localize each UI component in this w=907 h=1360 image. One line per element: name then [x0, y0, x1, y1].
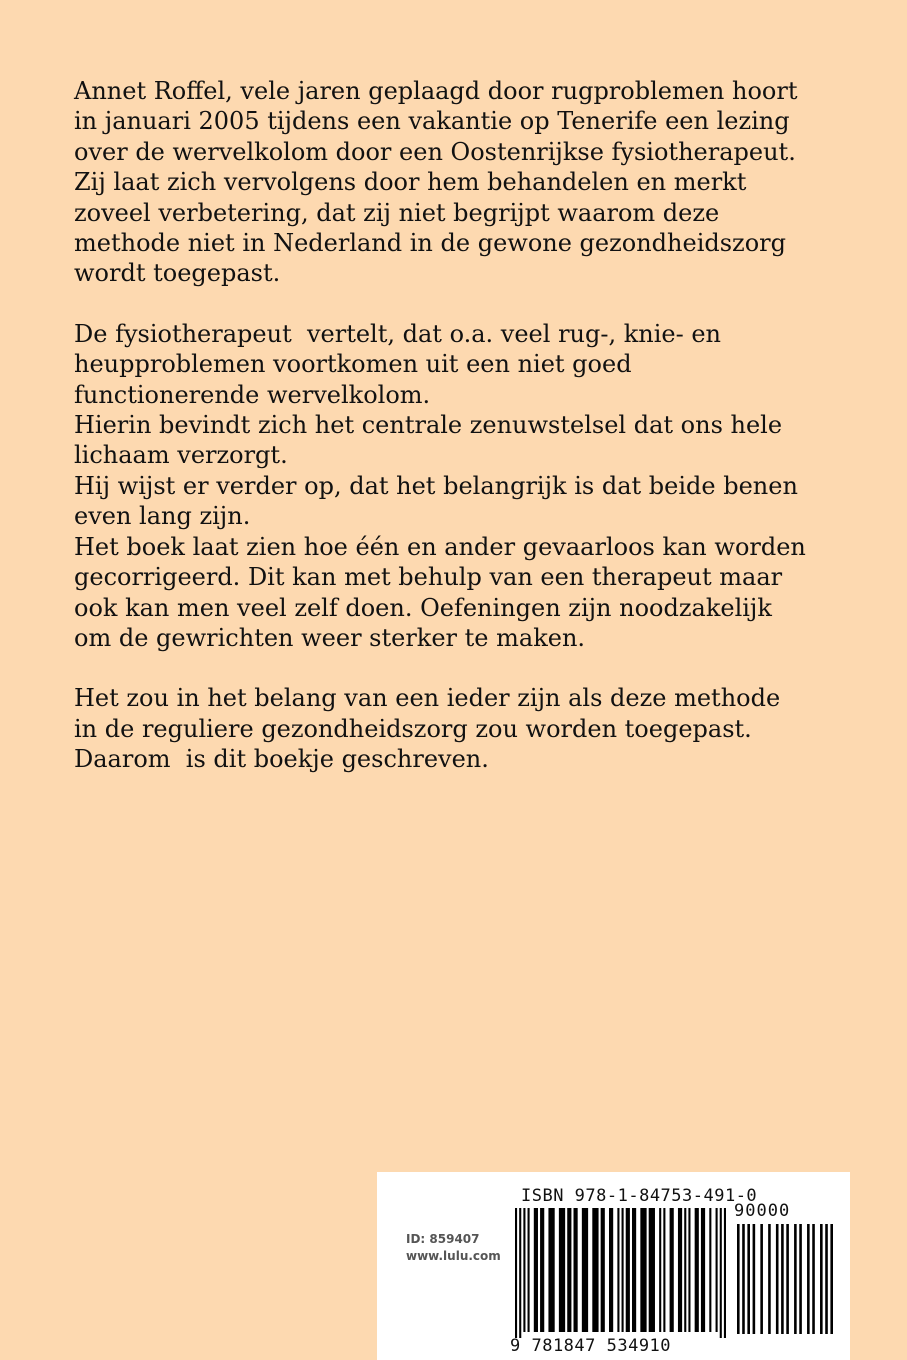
barcode-bar — [737, 1224, 740, 1334]
text-line: Het boek laat zien hoe één en ander gevaarloos kan worden — [74, 532, 806, 561]
text-line: ook kan men veel zelf doen. Oefeningen zijn noodzakelijk — [74, 593, 772, 622]
barcode-bar — [781, 1224, 784, 1334]
barcode-bar — [807, 1224, 810, 1334]
text-line: even lang zijn. — [74, 502, 251, 531]
text-line: Annet Roffel, vele jaren geplaagd door rugproblemen hoort — [74, 77, 798, 105]
barcode-bar — [559, 1208, 565, 1332]
barcode-bar — [776, 1224, 779, 1334]
barcode-bar — [548, 1208, 554, 1332]
barcode-bar — [567, 1208, 571, 1332]
text-line: Zij laat zich vervolgens door hem behandelen en merkt — [74, 168, 747, 197]
text-line: Het zou in het belang van een ieder zijn als deze methode — [74, 684, 781, 713]
barcode-bar — [649, 1208, 655, 1332]
barcode-bar — [592, 1208, 598, 1332]
barcode-bar — [684, 1208, 686, 1332]
barcode-bar — [632, 1208, 636, 1332]
barcode-panel — [377, 1172, 850, 1360]
barcode-bar — [742, 1224, 745, 1334]
barcode-bar — [760, 1224, 763, 1334]
barcode-bar — [830, 1224, 833, 1334]
text-line: over de wervelkolom door een Oostenrijkse fysiotherapeut. — [74, 137, 796, 166]
barcode-bar — [747, 1224, 750, 1334]
barcode-bar — [812, 1224, 815, 1334]
text-line: gecorrigeerd. Dit kan met behulp van een therapeut maar — [74, 563, 783, 592]
barcode-bar — [515, 1208, 517, 1338]
barcode-bar — [574, 1208, 578, 1332]
addon-barcode — [735, 1224, 835, 1336]
text-line: om de gewrichten weer sterker te maken. — [74, 623, 586, 652]
barcode-bar — [663, 1208, 665, 1332]
barcode-bar — [622, 1208, 624, 1332]
barcode-bar — [670, 1208, 674, 1332]
text-line: wordt toegepast. — [74, 259, 281, 288]
text-line: zoveel verbetering, dat zij niet begrijpt waarom deze — [74, 198, 720, 227]
text-line: Daarom is dit boekje geschreven. — [74, 745, 489, 774]
barcode-bar — [724, 1208, 726, 1338]
text-line: functionerende wervelkolom. — [74, 380, 431, 409]
barcode-bar — [659, 1208, 661, 1332]
barcode-bar — [786, 1224, 789, 1334]
barcode-bar — [768, 1224, 771, 1334]
barcode-bar — [799, 1224, 802, 1334]
barcode-bar — [688, 1208, 690, 1332]
barcode-bar — [695, 1208, 699, 1332]
barcode-bar — [523, 1208, 525, 1332]
barcode-bar — [794, 1224, 797, 1334]
text-line: in januari 2005 tijdens een vakantie op Tenerife een lezing — [74, 107, 790, 136]
text-line: Hij wijst er verder op, dat het belangrijk is dat beide benen — [74, 471, 798, 500]
barcode-bar — [528, 1208, 530, 1332]
barcode-bar — [640, 1208, 646, 1332]
barcode-bar — [720, 1208, 722, 1338]
ean-barcode — [513, 1208, 728, 1338]
paragraph-2 — [74, 319, 874, 653]
barcode-bar — [609, 1208, 613, 1332]
barcode-bar — [582, 1208, 588, 1332]
blurb-text — [74, 76, 874, 805]
paragraph-1 — [74, 76, 874, 289]
barcode-bar — [825, 1224, 828, 1334]
text-line: in de reguliere gezondheidszorg zou worden toegepast. — [74, 714, 752, 743]
barcode-bar — [716, 1208, 718, 1332]
text-line: De fysiotherapeut vertelt, dat o.a. veel rug-, knie- en — [74, 319, 722, 348]
paragraph-3 — [74, 683, 874, 774]
barcode-bar — [519, 1208, 521, 1338]
barcode-bar — [701, 1208, 705, 1332]
publisher-url: www.lulu.com — [406, 1249, 501, 1263]
barcode-bar — [626, 1208, 630, 1332]
barcode-bar — [617, 1208, 619, 1332]
text-line: heupproblemen voortkomen uit een niet goed — [74, 350, 632, 379]
barcode-bar — [540, 1208, 544, 1332]
barcode-bar — [678, 1208, 682, 1332]
barcode-bar — [820, 1224, 823, 1334]
ean-digits: 9 781847 534910 — [510, 1336, 672, 1356]
barcode-bar — [534, 1208, 538, 1332]
barcode-bar — [709, 1208, 711, 1332]
addon-digits: 90000 — [734, 1201, 791, 1221]
barcode-bar — [601, 1208, 605, 1332]
text-line: methode niet in Nederland in de gewone gezondheidszorg — [74, 229, 786, 258]
text-line: lichaam verzorgt. — [74, 441, 288, 470]
publisher-id: ID: 859407 — [406, 1232, 480, 1246]
text-line: Hierin bevindt zich het centrale zenuwstelsel dat ons hele — [74, 411, 783, 440]
publisher-info — [406, 1231, 501, 1265]
barcode-bar — [753, 1224, 756, 1334]
isbn-label: ISBN 978-1-84753-491-0 — [521, 1186, 758, 1206]
